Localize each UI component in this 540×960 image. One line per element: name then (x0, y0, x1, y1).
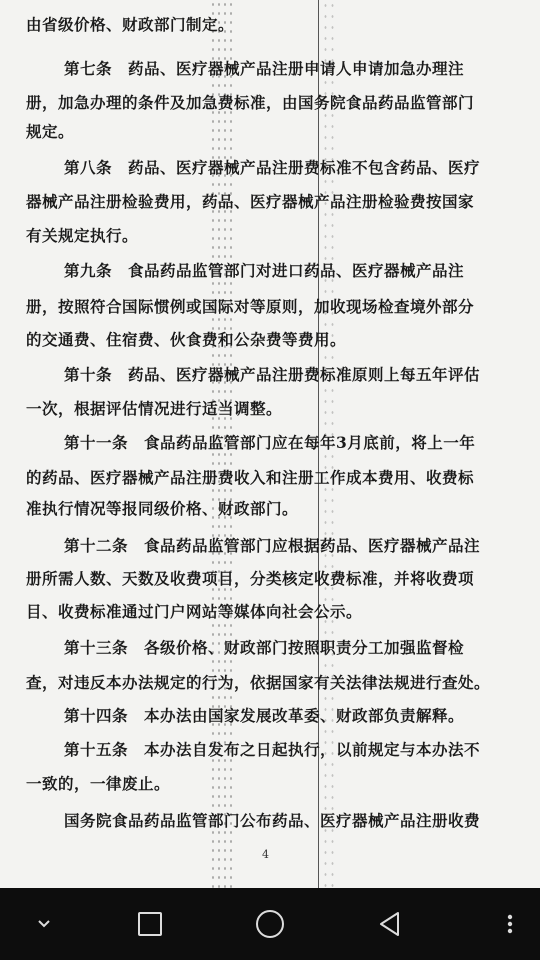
document-line: 第十五条 本办法自发布之日起执行，以前规定与本办法不 (64, 740, 481, 759)
document-line: 册，加急办理的条件及加急费标准，由国务院食品药品监管部门 (26, 93, 475, 112)
more-vert-icon (500, 912, 520, 936)
document-line: 国务院食品药品监管部门公布药品、医疗器械产品注册收费 (64, 811, 481, 830)
document-line: 准执行情况等报同级价格、财政部门。 (26, 499, 299, 518)
document-line: 第十四条 本办法由国家发展改革委、财政部负责解释。 (64, 706, 465, 725)
document-line: 第八条 药品、医疗器械产品注册费标准不包含药品、医疗 (64, 158, 481, 177)
document-line: 第十条 药品、医疗器械产品注册费标准原则上每五年评估 (64, 365, 481, 384)
home-icon (254, 908, 286, 940)
home-button[interactable] (240, 888, 300, 960)
document-line: 器械产品注册检验费用，药品、医疗器械产品注册检验费按国家 (26, 192, 475, 211)
recent-apps-button[interactable] (120, 888, 180, 960)
back-button[interactable] (360, 888, 420, 960)
document-line: 的交通费、住宿费、伙食费和公杂费等费用。 (26, 330, 347, 349)
document-line: 规定。 (26, 122, 75, 141)
document-line: 一致的，一律废止。 (26, 774, 171, 793)
document-line: 第七条 药品、医疗器械产品注册申请人申请加急办理注 (64, 59, 465, 78)
document-line: 册所需人数、天数及收费项目，分类核定收费标准，并将收费项 (26, 569, 475, 588)
document-line: 第十三条 各级价格、财政部门按照职责分工加强监督检 (64, 638, 465, 657)
document-line: 由省级价格、财政部门制定。 (26, 15, 235, 34)
document-line: 册，按照符合国际惯例或国际对等原则，加收现场检查境外部分 (26, 297, 475, 316)
hide-keyboard-button[interactable] (14, 888, 74, 960)
document-line: 目、收费标准通过门户网站等媒体向社会公示。 (26, 602, 363, 621)
document-line: 一次，根据评估情况进行适当调整。 (26, 399, 283, 418)
document-line: 第十一条 食品药品监管部门应在每年3月底前，将上一年 (64, 433, 476, 452)
chevron-down-icon (34, 914, 54, 934)
document-line: 的药品、医疗器械产品注册费收入和注册工作成本费用、收费标 (26, 468, 475, 487)
system-navigation-bar (0, 888, 540, 960)
document-line: 查，对违反本办法规定的行为，依据国家有关法律法规进行查处。 (26, 673, 491, 692)
document-line: 第十二条 食品药品监管部门应根据药品、医疗器械产品注 (64, 536, 481, 555)
back-icon (376, 910, 404, 938)
recent-apps-icon (136, 910, 164, 938)
page-number: 4 (262, 848, 269, 861)
overflow-menu-button[interactable] (480, 888, 540, 960)
document-line: 有关规定执行。 (26, 226, 139, 245)
document-line: 第九条 食品药品监管部门对进口药品、医疗器械产品注 (64, 261, 465, 280)
